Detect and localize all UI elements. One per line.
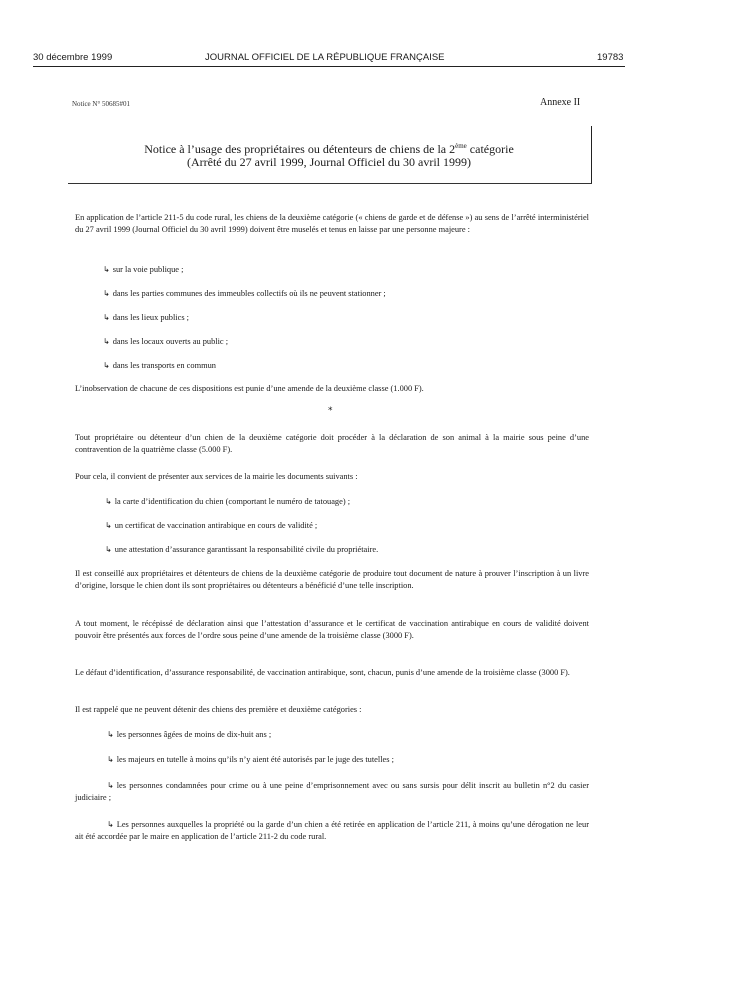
place-item-text: dans les locaux ouverts au public ; xyxy=(112,337,229,346)
document-item-text: un certificat de vaccination antirabique en cours de validité ; xyxy=(114,521,318,530)
arrow-bullet-icon: ↳ xyxy=(105,521,112,530)
title-line-1-end: catégorie xyxy=(466,142,514,156)
title-superscript: ème xyxy=(455,142,467,150)
title-line-1-text: Notice à l’usage des propriétaires ou détenteurs de chiens de la 2 xyxy=(144,142,456,156)
title-box-bottom-border xyxy=(68,183,592,184)
arrow-bullet-icon: ↳ xyxy=(107,755,114,764)
title-box-right-border xyxy=(591,126,592,184)
arrow-bullet-icon: ↳ xyxy=(105,497,112,506)
default-paragraph: Le défaut d’identification, d’assurance responsabilité, de vaccination antirabique, sont, chacun, punis d’une amende de la troisième classe (3000 F). xyxy=(75,668,570,677)
place-item xyxy=(103,312,189,324)
arrow-bullet-icon: ↳ xyxy=(105,545,112,554)
declaration-paragraph: Tout propriétaire ou détenteur d’un chien de la deuxième catégorie doit procéder à la déclaration de son animal à la mairie sous peine d’une contravention de la quatrième classe (5.000 F). xyxy=(75,433,589,454)
reminder-paragraph: Il est rappelé que ne peuvent détenir des chiens des première et deuxième catégories : xyxy=(75,705,362,714)
excluded-item-text: les majeurs en tutelle à moins qu’ils n’y aient été autorisés par le juge des tutelles ; xyxy=(116,755,394,764)
section-separator: * xyxy=(328,406,333,416)
anytime-paragraph: A tout moment, le récépissé de déclaration ainsi que l’attestation d’assurance et le certificat de vaccination antirabique en cours de validité doivent pouvoir être présentés aux forces de l’ordre sous peine d’une amende de la troisième classe (3000 F). xyxy=(75,619,589,640)
arrow-bullet-icon: ↳ xyxy=(103,361,110,370)
document-item-text: la carte d’identification du chien (comportant le numéro de tatouage) ; xyxy=(114,497,351,506)
title-box xyxy=(66,126,592,184)
advice-paragraph: Il est conseillé aux propriétaires et détenteurs de chiens de la deuxième catégorie de produire tout document de nature à prouver l’inscription à un livre d’origine, lorsque le chien dont ils sont propriétaires ou détenteurs a bénéficié d’une telle inscription. xyxy=(75,569,589,590)
documents-intro: Pour cela, il convient de présenter aux services de la mairie les documents suivants : xyxy=(75,472,358,481)
excluded-item xyxy=(107,729,271,741)
header-page-number: 19783 xyxy=(597,52,624,63)
annexe-label: Annexe II xyxy=(540,97,581,108)
excluded-item-text: les personnes âgées de moins de dix-huit ans ; xyxy=(116,730,272,739)
excluded-item xyxy=(75,819,589,843)
notice-reference: Notice N° 50685#01 xyxy=(72,100,131,108)
arrow-bullet-icon: ↳ xyxy=(103,337,110,346)
excluded-item-text: Les personnes auxquelles la propriété ou la garde d’un chien a été retirée en application de l’article 211, à moins qu’une dérogation ne leur ait été accordée par le maire en application de l’article 211-2 du code rural. xyxy=(75,820,589,841)
document-item xyxy=(105,496,350,508)
place-item-text: sur la voie publique ; xyxy=(112,265,184,274)
place-item xyxy=(103,336,228,348)
header-date: 30 décembre 1999 xyxy=(33,52,113,63)
place-item-text: dans les lieux publics ; xyxy=(112,313,189,322)
title-line-2: (Arrêté du 27 avril 1999, Journal Officiel du 30 avril 1999) xyxy=(186,155,472,169)
place-item-text: dans les transports en commun xyxy=(112,361,216,370)
excluded-item-text: les personnes condamnées pour crime ou à une peine d’emprisonnement avec ou sans sursis pour délit inscrit au bulletin n°2 du casier judiciaire ; xyxy=(75,781,589,802)
place-item xyxy=(103,264,183,276)
place-item xyxy=(103,288,386,300)
arrow-bullet-icon: ↳ xyxy=(103,265,110,274)
header-journal-title: JOURNAL OFFICIEL DE LA RÉPUBLIQUE FRANÇAISE xyxy=(205,52,445,63)
excluded-item xyxy=(107,754,394,766)
place-item-text: dans les parties communes des immeubles collectifs où ils ne peuvent stationner ; xyxy=(112,289,386,298)
document-item xyxy=(105,520,317,532)
document-item xyxy=(105,544,378,556)
intro-paragraph: En application de l’article 211-5 du code rural, les chiens de la deuxième catégorie (« chiens de garde et de défense ») au sens de l’arrêté interministériel du 27 avril 1999 (Journal Officiel du 30 avril 1999) doivent être muselés et tenus en laisse par une personne majeure : xyxy=(75,213,589,234)
arrow-bullet-icon: ↳ xyxy=(107,730,114,739)
excluded-item xyxy=(75,780,589,804)
place-item xyxy=(103,360,216,372)
document-item-text: une attestation d’assurance garantissant la responsabilité civile du propriétaire. xyxy=(114,545,379,554)
arrow-bullet-icon: ↳ xyxy=(103,313,110,322)
arrow-bullet-icon: ↳ xyxy=(103,289,110,298)
header-rule xyxy=(33,66,625,67)
arrow-bullet-icon: ↳ xyxy=(107,781,114,790)
arrow-bullet-icon: ↳ xyxy=(107,820,114,829)
penalty-paragraph: L’inobservation de chacune de ces dispositions est punie d’une amende de la deuxième classe (1.000 F). xyxy=(75,384,424,393)
